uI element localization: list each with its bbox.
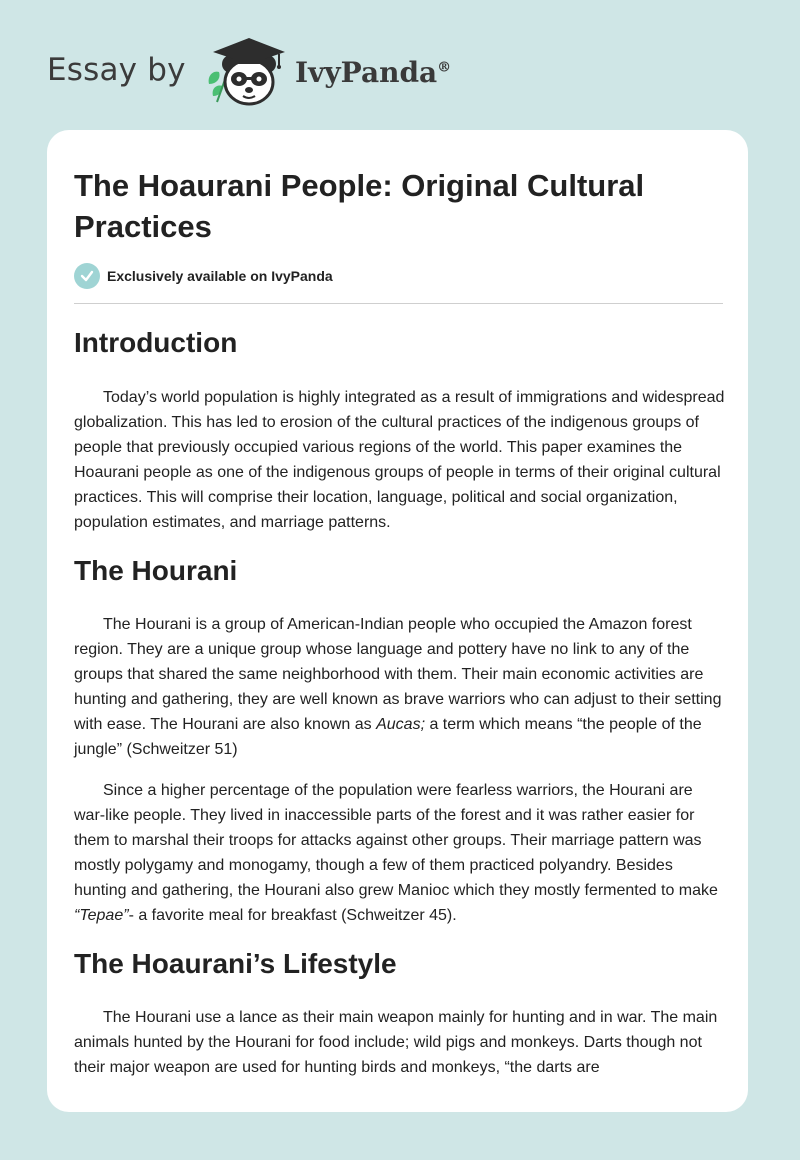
paragraph-lifestyle: The Hourani use a lance as their main weapon mainly for hunting and in war. The main animals hunted by the Hourani for food include; wild pigs and monkeys. Darts though not their major weapon are used for hunting birds and monkeys, “the darts are xyxy=(74,1009,718,1076)
italic-term-aucas: Aucas; xyxy=(376,716,426,733)
panda-graduate-icon[interactable] xyxy=(205,36,289,108)
site-header xyxy=(47,36,507,108)
brand-name[interactable]: IvyPanda® xyxy=(295,56,452,89)
section-heading-introduction: Introduction xyxy=(74,327,238,358)
paragraph-hourani-1: The Hourani is a group of American-Indian people who occupied the Amazon forest region. They are a unique group whose language and pottery have no link to any of the groups that shared the same neighborhood with them. Their main economic activities are hunting and gathering, they are well known as brave warriors who can adjust to their setting with ease. The Hourani are also known as Aucas; a term which means “the people of the jungle” (Schweitzer 51) xyxy=(74,616,722,758)
registered-mark: ® xyxy=(437,59,452,76)
essay-by-label: Essay by xyxy=(47,52,186,88)
paragraph-introduction: Today’s world population is highly integrated as a result of immigrations and widespread globalization. This has led to erosion of the cultural practices of the indigenous groups of people that previously occupied various regions of the world. This paper examines the Hoaurani people as one of the indigenous groups of people in terms of their original cultural practices. This will comprise their location, language, political and social organization, population estimates, and marriage patterns. xyxy=(74,389,725,531)
article-title: The Hoaurani People: Original Cultural Practices xyxy=(74,168,645,244)
checkmark-icon xyxy=(74,263,100,289)
exclusive-badge xyxy=(74,263,333,289)
paragraph-hourani-2: Since a higher percentage of the population were fearless warriors, the Hourani are war-like people. They lived in inaccessible parts of the forest and it was rather easier for them to marshal their troops for attacks against other groups. Their marriage pattern was mostly polygamy and monogamy, though a few of them practiced polyandry. Besides hunting and gathering, the Hourani also grew Manioc which they mostly fermented to make “Tepae”- a favorite meal for breakfast (Schweitzer 45). xyxy=(74,782,718,924)
article-card xyxy=(47,130,748,1112)
section-heading-hourani: The Hourani xyxy=(74,555,238,586)
divider xyxy=(74,303,723,304)
badge-text: Exclusively available on IvyPanda xyxy=(107,268,333,284)
italic-term-tepae: “Tepae” xyxy=(74,907,129,924)
section-heading-lifestyle: The Hoaurani’s Lifestyle xyxy=(74,948,397,979)
